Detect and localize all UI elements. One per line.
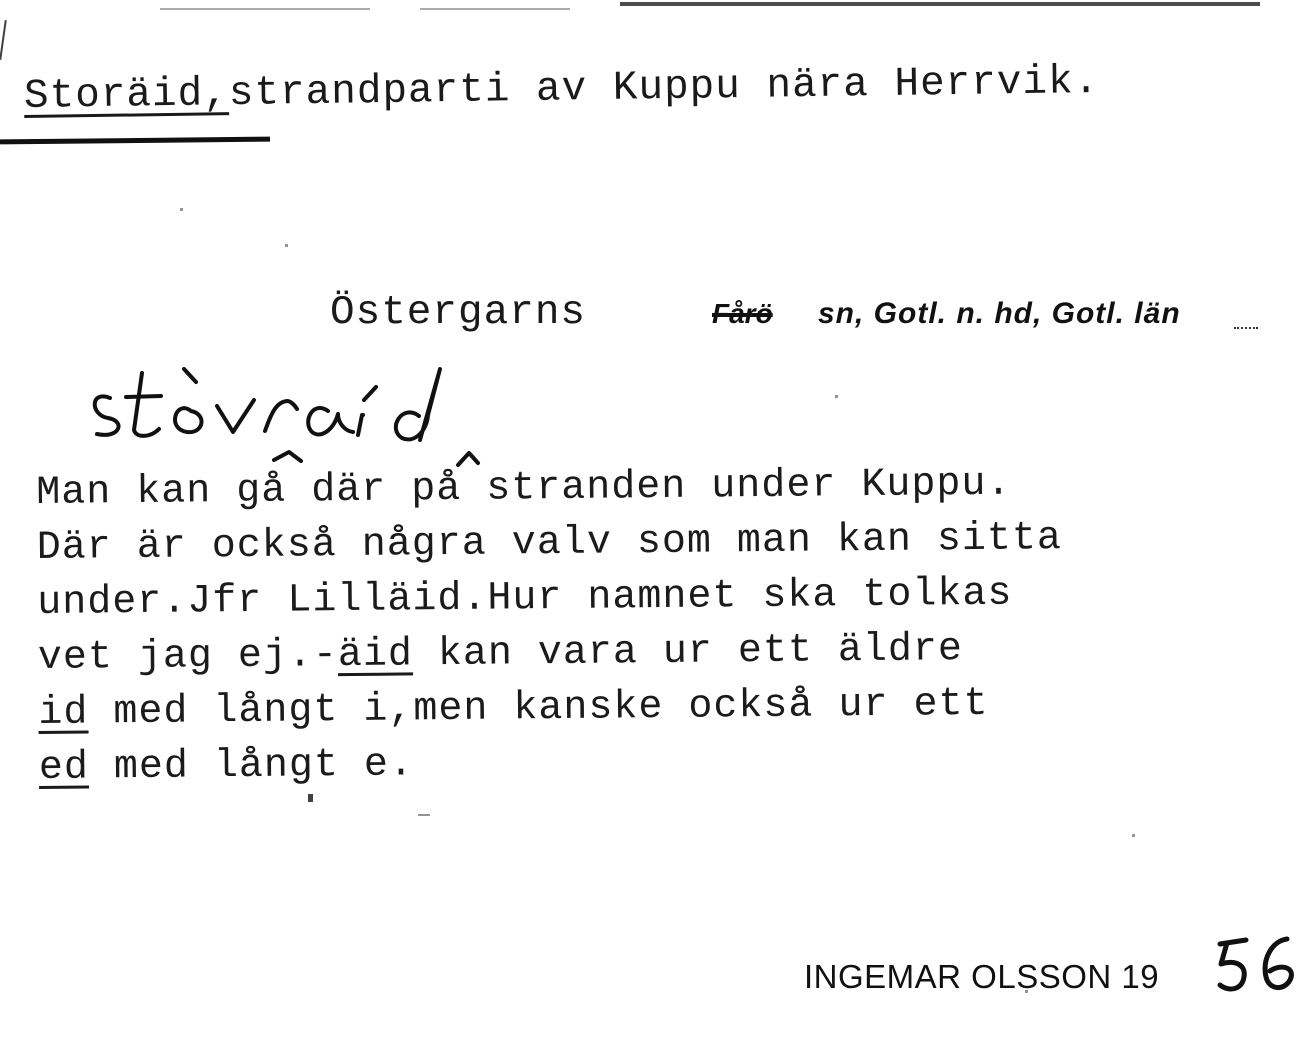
description-line: [38, 621, 1064, 686]
scan-noise-top: [420, 8, 570, 10]
scan-noise-left: [0, 20, 7, 60]
scan-speck: [418, 814, 430, 816]
printed-dotted-leader: [1234, 327, 1258, 329]
description-text-segment: med långt i,men kanske också ur ett: [88, 681, 989, 736]
description-text-segment: Där är också några valv som man kan sitta: [36, 516, 1063, 571]
description-line: [36, 456, 1062, 521]
description-line: [37, 511, 1063, 576]
description-line: [39, 731, 1065, 796]
underlined-term: äid: [337, 632, 414, 679]
scan-speck: [1132, 834, 1135, 837]
scan-noise-top: [160, 8, 370, 10]
scan-speck: [285, 244, 288, 247]
description-text-segment: vet jag ej.-: [37, 633, 339, 681]
description-text-segment: Man kan gå där på stranden under Kuppu.: [36, 461, 1012, 516]
title-underline-rule: [0, 137, 270, 145]
place-description: strandparti av Kuppu nära Herrvik.: [228, 58, 1100, 118]
struck-printed-parish: Fårö: [712, 298, 773, 329]
scan-noise-top: [620, 2, 1260, 6]
handwritten-year-suffix: [1212, 928, 1297, 998]
parish-name: Östergarns: [330, 290, 587, 336]
description-line: [38, 676, 1064, 741]
card-title: [24, 59, 1100, 120]
place-name: Storäid,: [23, 71, 230, 120]
printed-district-label: sn, Gotl. n. hd, Gotl. län: [818, 297, 1181, 330]
description-text-segment: med långt e.: [88, 742, 415, 791]
description-text-segment: under.Jfr Lilläid.Hur namnet ska tolkas: [37, 571, 1013, 626]
description-line: [37, 566, 1063, 631]
collector-footer: INGEMAR OLSSON 19: [804, 958, 1160, 995]
description-text: [36, 456, 1064, 796]
handwritten-year-graphic: [1212, 928, 1297, 998]
scan-speck: [180, 208, 183, 211]
parish-row: [330, 290, 1280, 350]
scan-speck: [835, 395, 838, 398]
underlined-term: id: [38, 690, 89, 736]
description-text-segment: kan vara ur ett äldre: [412, 627, 964, 678]
underlined-term: ed: [38, 745, 90, 791]
scan-speck: [308, 794, 313, 802]
